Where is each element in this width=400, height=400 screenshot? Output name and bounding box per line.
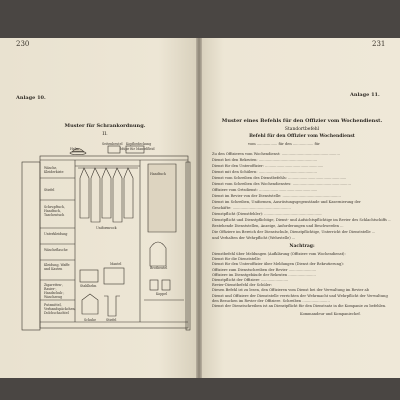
order-line: Dienst vom Schreiben des Dienstbefehls: ................................................... bbox=[212, 176, 347, 180]
shelf-label: Wäscheflasche bbox=[44, 248, 68, 252]
order-line: Dienstpflicht und Dienstpflichtige, Dienst- und Aufsichtspflichtige im Revier des Schlachtschiffs ... bbox=[212, 218, 392, 222]
right-page-title: Muster eines Befehls für den Offizier vom Wochendienst. bbox=[221, 118, 383, 124]
right-label: Handtuch bbox=[150, 172, 166, 176]
cabinet-diagram bbox=[0, 140, 198, 390]
order-line: den Besuchen im Revier der Offiziere. Schreiben ........................ bbox=[212, 298, 330, 303]
order-line: Dienst im Revier von der Dienststelle: ................................................... bbox=[212, 194, 341, 198]
order-line: Geschäfte: ................................................... bbox=[212, 206, 291, 210]
left-page-title: Muster für Schrankordnung. bbox=[64, 123, 146, 129]
right-label: Koppel bbox=[156, 292, 168, 296]
order-line: Dienstpflicht (Dienstfehler): ................................................... bbox=[212, 212, 323, 216]
right-page-subtitle-2: Befehl für den Offizier vom Wochendienst bbox=[249, 134, 355, 139]
order-line: Diesen Befehl ist zu lesen, den Offizieren vom Dienst bei der Verwaltung im Revier ab bbox=[212, 288, 369, 293]
order-line: Revier-Dienstbefehl der Schüler: bbox=[212, 283, 272, 288]
center-label: Schuhe bbox=[84, 318, 97, 322]
cabinet-top-label: Helm bbox=[70, 147, 79, 151]
order-line: Dienst im Schreiben, Uniformen, Ausrüstungsgegenstände und Kasernierung der bbox=[212, 200, 361, 204]
shelf-label: Schrupftuch, Handtuch, Taschentuch bbox=[44, 205, 66, 217]
center-label: Stahlhelm bbox=[80, 284, 97, 288]
order-line: Dienst der Dienstschreiben ist an Dienstpflicht für den Dienstsatz in die Kompanie zu befehlen. bbox=[212, 304, 387, 308]
order-line: Dienst für den Unteroffizier: ................................................... bbox=[212, 164, 324, 168]
shelf-label: Stiefel bbox=[44, 188, 55, 192]
order-line: Bestehende Dienststellen, Anzeige, Anforderungen und Beschwerden ... bbox=[212, 224, 344, 228]
order-line: Dienst für die Dienststelle: bbox=[212, 257, 261, 262]
center-label: Uniformrock bbox=[96, 226, 117, 230]
order-line: Dienst und Offiziere der Dienststelle verrichten der Wehrmacht und Wehrpflicht der Verwaltung bbox=[212, 293, 388, 298]
cabinet-top-label: Kopfbedeckung bbox=[126, 142, 152, 146]
center-label: Mantel bbox=[110, 262, 122, 266]
order-line: Dienstpflicht der Offiziere ........................ bbox=[212, 278, 289, 282]
shelf-label: Zigaretten-, Rasier-, Handschuh-, Waschzeug bbox=[44, 283, 65, 299]
date-line: vom .................. für den .................. für bbox=[248, 142, 320, 146]
left-annex-label: Anlage 10. bbox=[16, 95, 46, 101]
cabinet-top-label: Müpe für Mantelfleid bbox=[120, 147, 155, 151]
order-line: Dienst vom Schreiben des Wochendienstes: ................................................... bbox=[212, 182, 351, 186]
shelf-label: Kleidung, Waffe und Kasten bbox=[44, 263, 70, 271]
order-line: Offiziere im Dienstgebäude der Rekruten ........................ bbox=[212, 272, 316, 277]
cabinet-top-label: Seitenbeutel bbox=[102, 142, 123, 146]
left-page-number: 230 bbox=[16, 40, 30, 48]
order-line: Offiziere vom Ortsdienst: ................................................... bbox=[212, 188, 318, 192]
right-page-number: 231 bbox=[372, 40, 386, 48]
section-heading: Nachtrag: bbox=[289, 244, 315, 249]
order-line: Zu den Offizieren vom Wochendienst: ................................................... bbox=[212, 152, 340, 156]
order-line: Dienstbefehl über Meldungen (Aufklärung (Offiziere vom Wochendienst): bbox=[212, 252, 346, 256]
shelf-label: Wäsche, Kleiderkiste bbox=[44, 166, 64, 174]
order-line: Die Offiziere im Bereich der Dienstschule, Dienstpflichtige, Unterricht der Dienststelle ... bbox=[212, 230, 376, 234]
shelf-label: Unterkleidung bbox=[44, 232, 68, 236]
order-line: Offiziere zum Dienstschreiben der Revier ........................ bbox=[212, 267, 317, 272]
order-line: und Verhalten der Wehrpflicht (Wehrstelle) ... bbox=[212, 236, 296, 240]
order-line: Dienst für den Unteroffizier über Meldungen (Dienst der Rekrutierung): bbox=[212, 262, 344, 267]
center-label: Stiefel bbox=[106, 318, 117, 322]
order-line: Dienst bei den Rekruten: ................................................... bbox=[212, 158, 318, 162]
order-line: Dienst mit den Schülern: ................................................... bbox=[212, 170, 317, 174]
right-page-subtitle: Standortbefehl bbox=[284, 127, 320, 132]
left-page-roman: II. bbox=[102, 131, 108, 137]
shelf-label: Putzmittel, Verbandspäckchen, Dolchschachtel bbox=[44, 303, 76, 315]
signature: Kommandeur und Kompaniechef. bbox=[300, 312, 361, 316]
right-annex-label: Anlage 11. bbox=[350, 92, 380, 98]
right-label: Brotbeutel bbox=[150, 266, 168, 270]
